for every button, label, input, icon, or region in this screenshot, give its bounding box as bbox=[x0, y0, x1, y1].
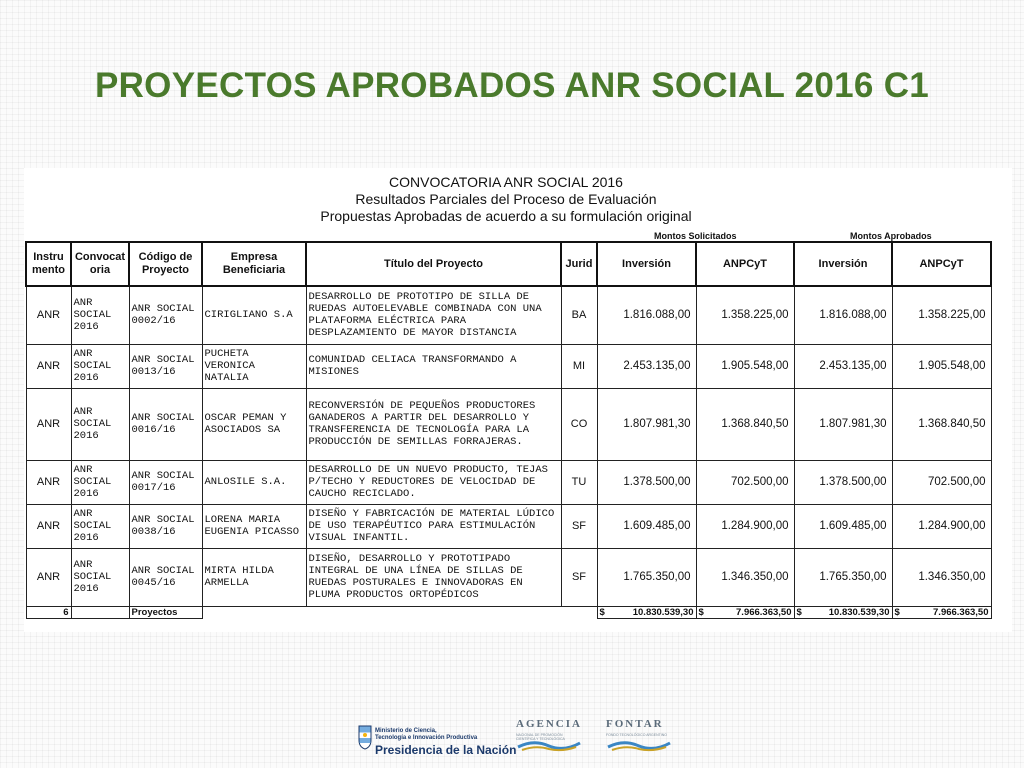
cell-empresa: OSCAR PEMAN Y ASOCIADOS SA bbox=[202, 388, 306, 460]
cell-empresa: MIRTA HILDA ARMELLA bbox=[202, 548, 306, 606]
total-anpcyt-solicitado bbox=[696, 606, 794, 618]
cell-codigo: ANR SOCIAL 0017/16 bbox=[129, 460, 202, 504]
cell-anpcyt-aprobado: 702.500,00 bbox=[892, 460, 991, 504]
total-value: 10.830.539,30 bbox=[828, 606, 890, 618]
currency-symbol: $ bbox=[599, 606, 605, 618]
currency-symbol: $ bbox=[894, 606, 900, 618]
cell-titulo: RECONVERSIÓN DE PEQUEÑOS PRODUCTORES GANADEROS A PARTIR DEL DESARROLLO Y TRANSFERENCIA DE TECNOLOGÍA PARA LA PRODUCCIÓN DE SEMILLAS FORRAJERAS. bbox=[306, 388, 561, 460]
cell-instrumento: ANR bbox=[26, 286, 71, 344]
ministry-line-2: Tecnología e Innovación Productiva bbox=[375, 735, 478, 741]
cell-titulo: DISEÑO Y FABRICACIÓN DE MATERIAL LÚDICO DE USO TERAPÉUTICO PARA ESTIMULACIÓN VISUAL INFANTIL. bbox=[306, 504, 561, 548]
col-header-titulo: Título del Proyecto bbox=[306, 242, 561, 286]
group-label-solicitados: Montos Solicitados bbox=[654, 231, 737, 241]
cell-instrumento: ANR bbox=[26, 388, 71, 460]
total-label: Proyectos bbox=[129, 606, 202, 618]
cell-jurid: TU bbox=[561, 460, 597, 504]
projects-table bbox=[25, 241, 992, 619]
col-header-anpcyt-solicitado: ANPCyT bbox=[696, 242, 794, 286]
cell-convocatoria: ANR SOCIAL 2016 bbox=[71, 548, 129, 606]
ministry-text bbox=[375, 728, 477, 742]
cell-anpcyt-aprobado: 1.358.225,00 bbox=[892, 286, 991, 344]
cell-anpcyt-solicitado: 702.500,00 bbox=[696, 460, 794, 504]
total-inversion-solicitada bbox=[597, 606, 696, 618]
table-row bbox=[26, 548, 991, 606]
table-row bbox=[26, 460, 991, 504]
cell-titulo: DESARROLLO DE PROTOTIPO DE SILLA DE RUEDAS AUTOELEVABLE COMBINADA CON UNA PLATAFORMA ELÉCTRICA PARA DESPLAZAMIENTO DE MAYOR DISTANCIA bbox=[306, 286, 561, 344]
col-header-inversion-solicitada: Inversión bbox=[597, 242, 696, 286]
cell-inversion-solicitada: 1.609.485,00 bbox=[597, 504, 696, 548]
cell-anpcyt-solicitado: 1.905.548,00 bbox=[696, 344, 794, 388]
fontar-logo-text: FONTAR bbox=[606, 718, 664, 730]
cell-inversion-aprobada: 1.609.485,00 bbox=[794, 504, 892, 548]
total-empty bbox=[561, 606, 597, 618]
table-row bbox=[26, 344, 991, 388]
table-header-row bbox=[26, 242, 991, 286]
total-empty bbox=[202, 606, 306, 618]
cell-convocatoria: ANR SOCIAL 2016 bbox=[71, 286, 129, 344]
cell-anpcyt-solicitado: 1.368.840,50 bbox=[696, 388, 794, 460]
total-count: 6 bbox=[26, 606, 71, 618]
cell-anpcyt-solicitado: 1.358.225,00 bbox=[696, 286, 794, 344]
cell-convocatoria: ANR SOCIAL 2016 bbox=[71, 388, 129, 460]
col-header-anpcyt-aprobado: ANPCyT bbox=[892, 242, 991, 286]
table-row bbox=[26, 504, 991, 548]
agencia-logo-subtext: NACIONAL DE PROMOCIÓN CIENTÍFICA Y TECNOLÓGICA bbox=[516, 733, 565, 741]
cell-inversion-solicitada: 1.378.500,00 bbox=[597, 460, 696, 504]
cell-empresa: ANLOSILE S.A. bbox=[202, 460, 306, 504]
slide-title: PROYECTOS APROBADOS ANR SOCIAL 2016 C1 bbox=[94, 66, 930, 105]
cell-jurid: SF bbox=[561, 548, 597, 606]
col-header-instrumento: Instru mento bbox=[26, 242, 71, 286]
cell-empresa: PUCHETA VERONICA NATALIA bbox=[202, 344, 306, 388]
cell-empresa: LORENA MARIA EUGENIA PICASSO bbox=[202, 504, 306, 548]
cell-anpcyt-solicitado: 1.284.900,00 bbox=[696, 504, 794, 548]
cell-jurid: BA bbox=[561, 286, 597, 344]
agencia-wave-icon bbox=[516, 737, 582, 753]
col-header-empresa: Empresa Beneficiaria bbox=[202, 242, 306, 286]
cell-instrumento: ANR bbox=[26, 504, 71, 548]
total-inversion-aprobada bbox=[794, 606, 892, 618]
col-header-convocatoria: Convocat oria bbox=[71, 242, 129, 286]
ministry-line-1: Ministerio de Ciencia, bbox=[375, 728, 437, 734]
currency-symbol: $ bbox=[796, 606, 802, 618]
cell-anpcyt-aprobado: 1.905.548,00 bbox=[892, 344, 991, 388]
cell-codigo: ANR SOCIAL 0016/16 bbox=[129, 388, 202, 460]
cell-codigo: ANR SOCIAL 0002/16 bbox=[129, 286, 202, 344]
currency-symbol: $ bbox=[698, 606, 704, 618]
fontar-logo-subtext: FONDO TECNOLÓGICO ARGENTINO bbox=[606, 733, 667, 737]
cell-jurid: CO bbox=[561, 388, 597, 460]
agencia-logo-text: AGENCIA bbox=[516, 718, 582, 730]
ministry-presidencia: Presidencia de la Nación bbox=[375, 743, 517, 757]
total-value: 7.966.363,50 bbox=[736, 606, 792, 618]
sheet-heading-1: CONVOCATORIA ANR SOCIAL 2016 bbox=[389, 174, 623, 190]
cell-convocatoria: ANR SOCIAL 2016 bbox=[71, 344, 129, 388]
cell-jurid: MI bbox=[561, 344, 597, 388]
cell-inversion-aprobada: 1.765.350,00 bbox=[794, 548, 892, 606]
cell-titulo: DISEÑO, DESARROLLO Y PROTOTIPADO INTEGRAL DE UNA LÍNEA DE SILLAS DE RUEDAS POSTURALES E INNOVADORAS EN PLUMA PRODUCTOS ORTOPÉDICOS bbox=[306, 548, 561, 606]
total-value: 10.830.539,30 bbox=[632, 606, 694, 618]
cell-inversion-solicitada: 1.765.350,00 bbox=[597, 548, 696, 606]
cell-anpcyt-aprobado: 1.346.350,00 bbox=[892, 548, 991, 606]
table-row bbox=[26, 388, 991, 460]
col-header-jurid: Jurid bbox=[561, 242, 597, 286]
sheet-heading-2: Resultados Parciales del Proceso de Evaluación bbox=[355, 191, 657, 207]
group-label-aprobados: Montos Aprobados bbox=[850, 231, 932, 241]
cell-instrumento: ANR bbox=[26, 548, 71, 606]
sheet-heading-3: Propuestas Aprobadas de acuerdo a su formulación original bbox=[320, 208, 692, 224]
cell-empresa: CIRIGLIANO S.A bbox=[202, 286, 306, 344]
cell-anpcyt-aprobado: 1.284.900,00 bbox=[892, 504, 991, 548]
cell-instrumento: ANR bbox=[26, 344, 71, 388]
cell-anpcyt-solicitado: 1.346.350,00 bbox=[696, 548, 794, 606]
totals-row bbox=[26, 606, 991, 618]
cell-codigo: ANR SOCIAL 0045/16 bbox=[129, 548, 202, 606]
fontar-wave-icon bbox=[606, 737, 672, 753]
cell-instrumento: ANR bbox=[26, 460, 71, 504]
total-anpcyt-aprobado bbox=[892, 606, 991, 618]
col-header-inversion-aprobada: Inversión bbox=[794, 242, 892, 286]
cell-inversion-solicitada: 1.807.981,30 bbox=[597, 388, 696, 460]
cell-anpcyt-aprobado: 1.368.840,50 bbox=[892, 388, 991, 460]
cell-inversion-aprobada: 1.816.088,00 bbox=[794, 286, 892, 344]
table-row bbox=[26, 286, 991, 344]
cell-titulo: DESARROLLO DE UN NUEVO PRODUCTO, TEJAS P/TECHO Y REDUCTORES DE VELOCIDAD DE CAUCHO RECICLADO. bbox=[306, 460, 561, 504]
cell-inversion-aprobada: 1.378.500,00 bbox=[794, 460, 892, 504]
cell-inversion-aprobada: 2.453.135,00 bbox=[794, 344, 892, 388]
cell-convocatoria: ANR SOCIAL 2016 bbox=[71, 504, 129, 548]
cell-inversion-solicitada: 2.453.135,00 bbox=[597, 344, 696, 388]
total-spacer bbox=[71, 606, 129, 618]
cell-codigo: ANR SOCIAL 0013/16 bbox=[129, 344, 202, 388]
total-empty bbox=[306, 606, 561, 618]
cell-jurid: SF bbox=[561, 504, 597, 548]
cell-convocatoria: ANR SOCIAL 2016 bbox=[71, 460, 129, 504]
cell-inversion-solicitada: 1.816.088,00 bbox=[597, 286, 696, 344]
cell-inversion-aprobada: 1.807.981,30 bbox=[794, 388, 892, 460]
col-header-codigo: Código de Proyecto bbox=[129, 242, 202, 286]
cell-codigo: ANR SOCIAL 0038/16 bbox=[129, 504, 202, 548]
cell-titulo: COMUNIDAD CELIACA TRANSFORMANDO A MISIONES bbox=[306, 344, 561, 388]
argentina-shield-icon bbox=[358, 724, 372, 750]
total-value: 7.966.363,50 bbox=[933, 606, 989, 618]
